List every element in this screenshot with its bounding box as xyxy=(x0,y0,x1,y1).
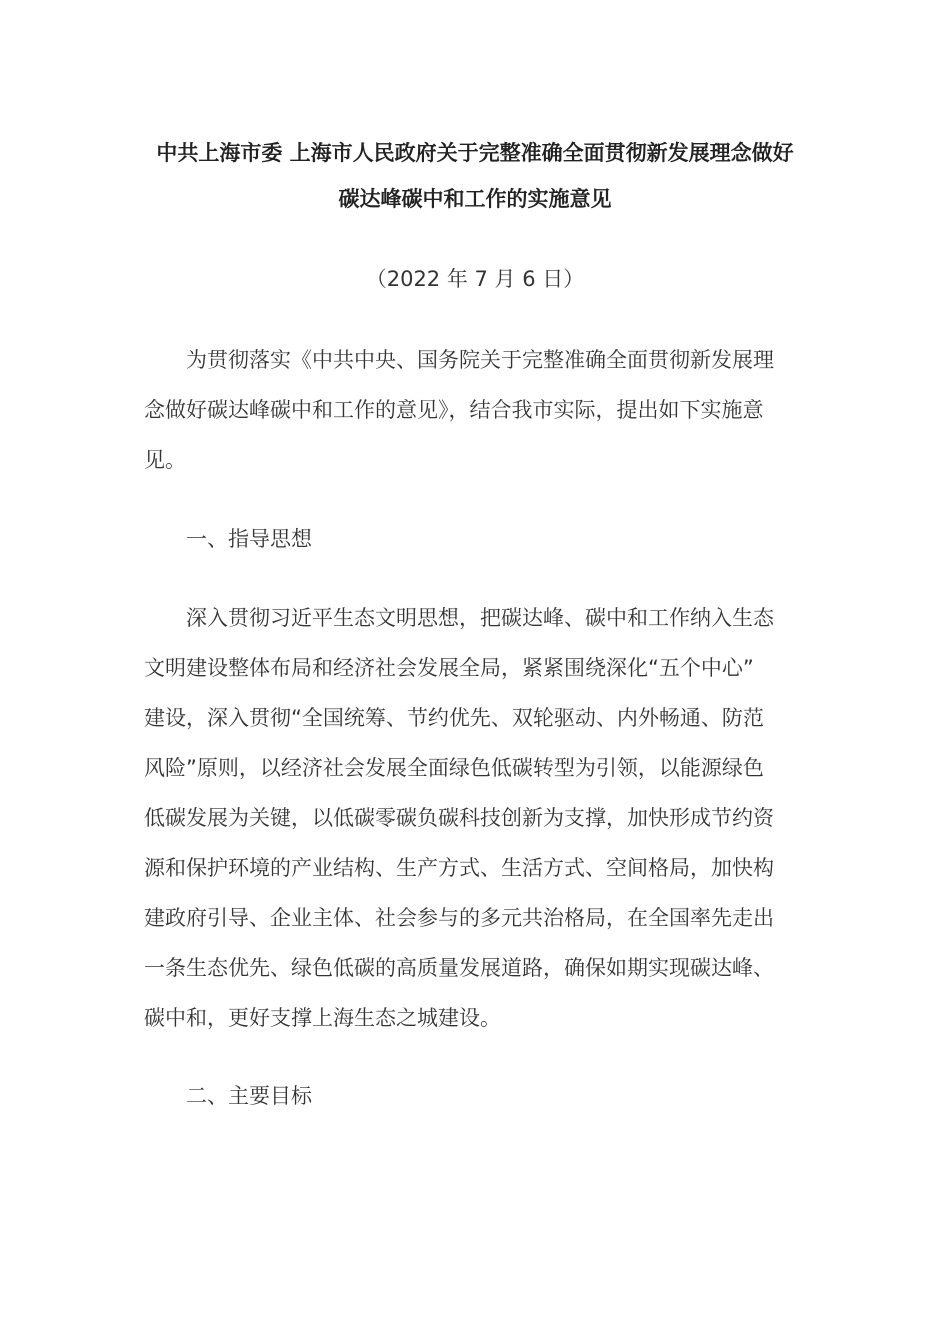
section1-line: 碳中和，更好支撑上海生态之城建设。 xyxy=(144,1006,501,1030)
section-heading-guiding-thought: 一、指导思想 xyxy=(144,527,312,551)
intro-line: 为贯彻落实《中共中央、国务院关于完整准确全面贯彻新发展理 xyxy=(144,348,774,372)
document-title-line-2: 碳达峰碳中和工作的实施意见 xyxy=(338,187,612,211)
section1-line: 源和保护环境的产业结构、生产方式、生活方式、空间格局，加快构 xyxy=(144,856,774,880)
section1-line: 文明建设整体布局和经济社会发展全局，紧紧围绕深化“五个中心” xyxy=(144,656,754,680)
section1-line: 深入贯彻习近平生态文明思想，把碳达峰、碳中和工作纳入生态 xyxy=(144,606,774,630)
intro-line: 念做好碳达峰碳中和工作的意见》，结合我市实际，提出如下实施意 xyxy=(144,398,764,422)
document-title-line-1: 中共上海市委 上海市人民政府关于完整准确全面贯彻新发展理念做好 xyxy=(156,141,794,165)
section-heading-main-goals: 二、主要目标 xyxy=(144,1084,312,1108)
intro-line: 见。 xyxy=(144,448,186,472)
section1-line: 一条生态优先、绿色低碳的高质量发展道路，确保如期实现碳达峰、 xyxy=(144,956,774,980)
section1-line: 建设，深入贯彻“全国统筹、节约优先、双轮驱动、内外畅通、防范 xyxy=(144,706,764,730)
section1-line: 建政府引导、企业主体、社会参与的多元共治格局，在全国率先走出 xyxy=(144,906,774,930)
section1-line: 低碳发展为关键，以低碳零碳负碳科技创新为支撑，加快形成节约资 xyxy=(144,806,774,830)
section1-line: 风险”原则，以经济社会发展全面绿色低碳转型为引领，以能源绿色 xyxy=(144,756,764,780)
document-date: （2022 年 7 月 6 日） xyxy=(365,267,585,291)
